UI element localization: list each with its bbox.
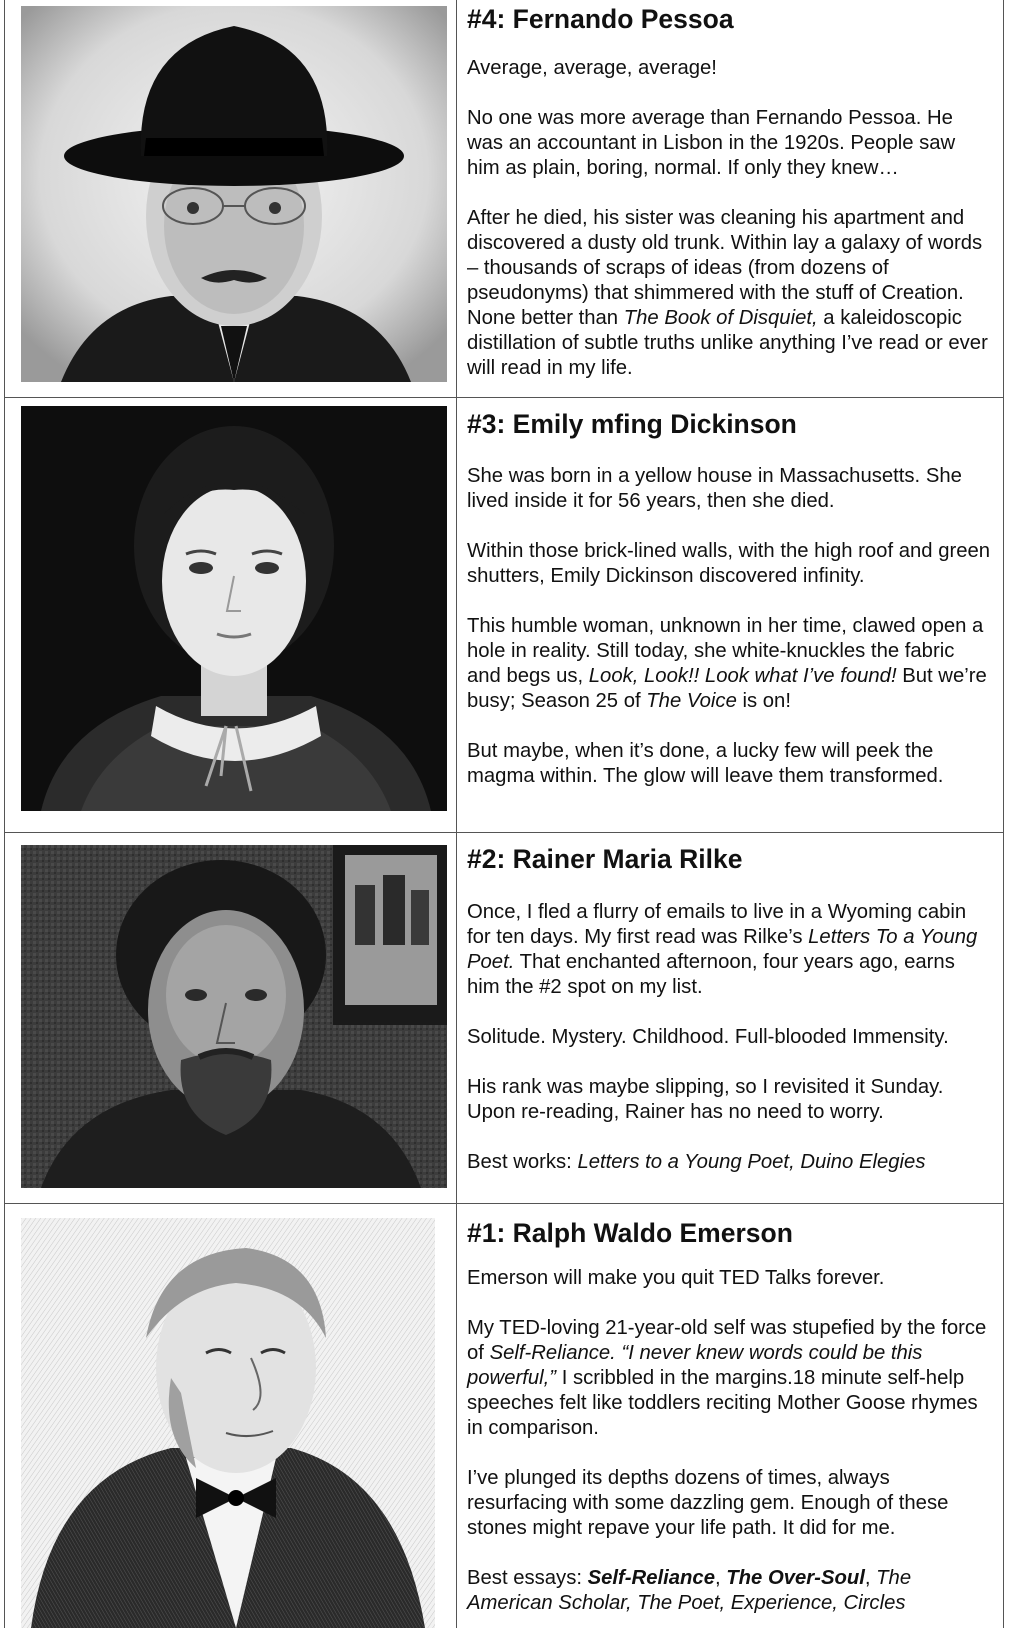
column-divider bbox=[456, 1204, 457, 1628]
entry-heading: #2: Rainer Maria Rilke bbox=[467, 844, 743, 874]
text-run: , bbox=[714, 1567, 727, 1589]
entry-paragraph bbox=[467, 614, 991, 714]
entry-paragraph bbox=[467, 56, 991, 81]
text-run: Best works: bbox=[467, 1151, 578, 1173]
text-run: Best essays: bbox=[467, 1567, 588, 1589]
text-run: After he died, his sister was cleaning his apartment and discovered a dusty old trunk. Within lay a galaxy of words – thousands of scraps of ideas (from dozens of pseudonyms) that shimmered with the stuff of Creation. None better than bbox=[467, 207, 983, 329]
text-run: My TED-loving 21-year-old self was stupefied by the force of bbox=[467, 1317, 987, 1364]
text-run: That enchanted afternoon, four years ago, earns him the #2 spot on my list. bbox=[467, 951, 955, 998]
entry-paragraph bbox=[467, 1466, 991, 1541]
entry-paragraph bbox=[467, 1075, 991, 1125]
text-run: , bbox=[864, 1567, 877, 1589]
italic-text: “I never knew words could be this powerful,” bbox=[467, 1342, 923, 1389]
entry-paragraph bbox=[467, 739, 991, 789]
entry-row-4 bbox=[5, 0, 1003, 398]
text-run: No one was more average than Fernando Pessoa. He was an accountant in Lisbon in the 1920s. People saw him as plain, boring, normal. If only they knew… bbox=[467, 107, 956, 179]
entry-paragraph bbox=[467, 464, 991, 514]
entry-paragraph bbox=[467, 1025, 991, 1050]
pessoa-photo bbox=[21, 6, 447, 382]
text-run: Once, I fled a flurry of emails to live in a Wyoming cabin for ten days. My first read was Rilke’s bbox=[467, 901, 967, 948]
entry-row-3 bbox=[5, 398, 1003, 833]
italic-text: Self-Reliance. bbox=[489, 1342, 616, 1364]
entry-paragraph bbox=[467, 106, 991, 181]
text-run: His rank was maybe slipping, so I revisited it Sunday. Upon re-reading, Rainer has no need to worry. bbox=[467, 1076, 944, 1123]
text-run: I’ve plunged its depths dozens of times, always resurfacing with some dazzling gem. Enough of these stones might repave your life path. It did for me. bbox=[467, 1467, 949, 1539]
italic-text: Letters To a Young Poet. bbox=[467, 926, 978, 973]
entry-row-1 bbox=[5, 1204, 1003, 1628]
italic-text: Look, Look!! Look what I’ve found! bbox=[588, 665, 897, 687]
text-run: Average, average, average! bbox=[467, 57, 717, 79]
text-run: Emerson will make you quit TED Talks forever. bbox=[467, 1267, 885, 1289]
text-run: This humble woman, unknown in her time, clawed open a hole in reality. Still today, she white-knuckles the fabric and begs us, bbox=[467, 615, 984, 687]
column-divider bbox=[456, 398, 457, 832]
italic-text: The Voice bbox=[646, 690, 737, 712]
italic-text: The American Scholar, The Poet, Experience, Circles bbox=[467, 1567, 912, 1614]
entry-row-2 bbox=[5, 833, 1003, 1204]
entry-paragraph bbox=[467, 539, 991, 589]
text-run: She was born in a yellow house in Massachusetts. She lived inside it for 56 years, then she died. bbox=[467, 465, 962, 512]
entry-text-4 bbox=[467, 0, 991, 381]
entry-paragraph bbox=[467, 1566, 991, 1616]
text-run: But maybe, when it’s done, a lucky few will peek the magma within. The glow will leave them transformed. bbox=[467, 740, 944, 787]
text-run: a kaleidoscopic distillation of subtle truths unlike anything I’ve read or ever will read in my life. bbox=[467, 307, 988, 379]
italic-text: The Over-Soul bbox=[726, 1567, 865, 1589]
dickinson-photo bbox=[21, 406, 447, 811]
column-divider bbox=[456, 0, 457, 397]
italic-text: Self-Reliance bbox=[587, 1567, 715, 1589]
entry-text-1 bbox=[467, 1204, 991, 1616]
text-run: But we’re busy; Season 25 of bbox=[467, 665, 987, 712]
entry-paragraph bbox=[467, 1316, 991, 1441]
ranking-table bbox=[4, 0, 1004, 1628]
text-run: is on! bbox=[736, 690, 791, 712]
entry-heading: #1: Ralph Waldo Emerson bbox=[467, 1218, 793, 1248]
entry-text-3 bbox=[467, 398, 991, 789]
italic-text: Letters to a Young Poet, Duino Elegies bbox=[577, 1151, 926, 1173]
entry-text-2 bbox=[467, 833, 991, 1175]
entry-paragraph bbox=[467, 1150, 991, 1175]
emerson-engraving bbox=[21, 1218, 435, 1628]
entry-heading: #4: Fernando Pessoa bbox=[467, 4, 734, 34]
text-run: Solitude. Mystery. Childhood. Full-blooded Immensity. bbox=[467, 1026, 949, 1048]
entry-paragraph bbox=[467, 900, 991, 1000]
text-run: Within those brick-lined walls, with the high roof and green shutters, Emily Dickinson discovered infinity. bbox=[467, 540, 991, 587]
entry-heading: #3: Emily mfing Dickinson bbox=[467, 409, 797, 439]
column-divider bbox=[456, 833, 457, 1203]
italic-text: The Book of Disquiet, bbox=[623, 307, 818, 329]
rilke-photo bbox=[21, 845, 447, 1188]
text-run: I scribbled in the margins.18 minute self-help speeches felt like toddlers reciting Mother Goose rhymes in comparison. bbox=[467, 1367, 978, 1439]
entry-paragraph bbox=[467, 1266, 991, 1291]
entry-paragraph bbox=[467, 206, 991, 381]
